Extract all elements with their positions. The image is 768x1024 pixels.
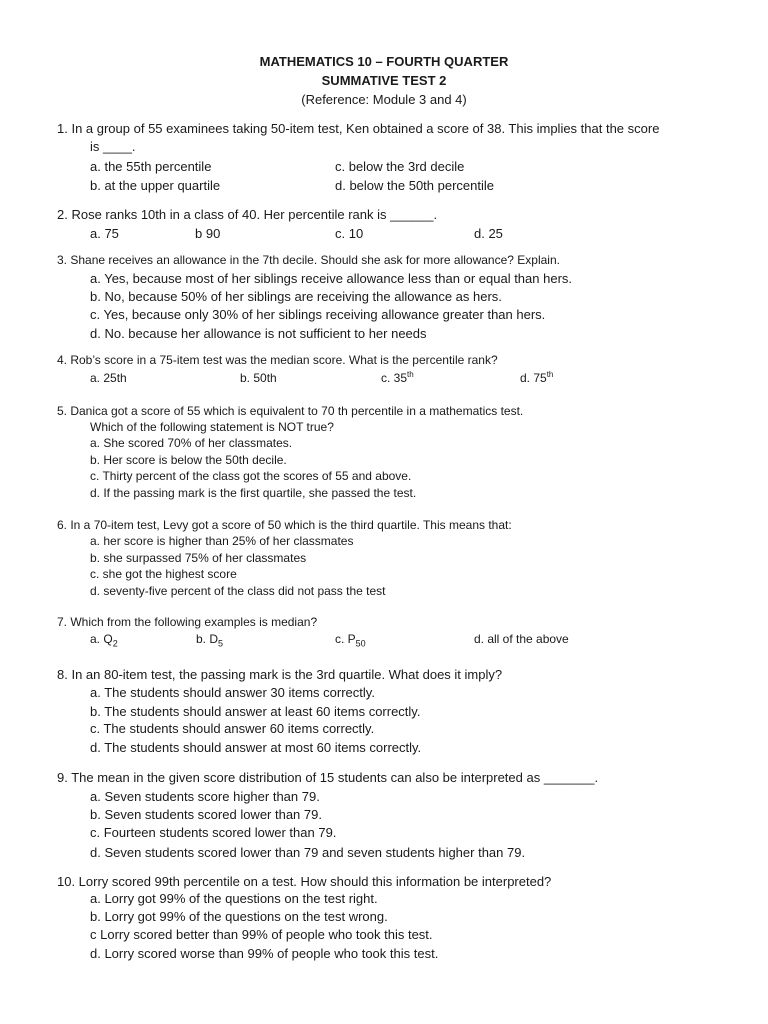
q5-option-c: c. Thirty percent of the class got the scores of 55 and above.	[90, 469, 412, 483]
q7-option-b-subscript: 5	[218, 638, 224, 649]
q6-option-a: a. her score is higher than 25% of her classmates	[90, 534, 354, 548]
q6-option-c: c. she got the highest score	[90, 567, 237, 581]
q4-option-b: b. 50th	[240, 371, 277, 385]
q5-stem: 5. Danica got a score of 55 which is equivalent to 70 th percentile in a mathematics test.	[57, 404, 524, 418]
q2-option-c: c. 10	[335, 226, 364, 241]
q10-option-a: a. Lorry got 99% of the questions on the test right.	[90, 891, 378, 906]
q7-option-c: c. $P_{50}$	[335, 632, 366, 649]
q1-option-c: c. below the 3rd decile	[335, 159, 465, 174]
q7-option-a-subscript: 2	[112, 638, 118, 649]
q10-option-c: c Lorry scored better than 99% of people who took this test.	[90, 927, 433, 942]
q7-option-d: d. all of the above	[474, 632, 569, 646]
q6-stem: 6. In a 70-item test, Levy got a score of 50 which is the third quartile. This means that:	[57, 518, 512, 532]
q3-option-b: b. No, because 50% of her siblings are receiving the allowance as hers.	[90, 289, 502, 304]
q7-option-a: a. $Q_2$	[90, 632, 118, 649]
q10-option-b: b. Lorry got 99% of the questions on the test wrong.	[90, 909, 388, 924]
q4-stem: 4. Rob’s score in a 75-item test was the median score. What is the percentile rank?	[57, 353, 498, 367]
q2-option-d: d. 25	[474, 226, 503, 241]
q10-option-d: d. Lorry scored worse than 99% of people who took this test.	[90, 946, 439, 961]
document-reference: (Reference: Module 3 and 4)	[301, 92, 467, 107]
q3-option-c: c. Yes, because only 30% of her siblings receiving allowance greater than hers.	[90, 307, 546, 322]
q5-option-a: a. She scored 70% of her classmates.	[90, 436, 293, 450]
q4-option-c: c. 35th	[381, 370, 414, 385]
q3-option-a: a. Yes, because most of her siblings receive allowance less than or equal than hers.	[90, 271, 573, 286]
q5-stem-cont: Which of the following statement is NOT true?	[90, 420, 334, 434]
q8-stem: 8. In an 80-item test, the passing mark is the 3rd quartile. What does it imply?	[57, 667, 503, 682]
q1-option-a: a. the 55th percentile	[90, 159, 212, 174]
q4-option-c-superscript: th	[407, 370, 414, 379]
q4-option-a: a. 25th	[90, 371, 127, 385]
q9-stem: 9. The mean in the given score distribution of 15 students can also be interpreted as _______.	[57, 770, 599, 785]
q3-stem: 3. Shane receives an allowance in the 7th decile. Should she ask for more allowance? Explain.	[57, 253, 560, 267]
q9-option-d: d. Seven students scored lower than 79 and seven students higher than 79.	[90, 845, 526, 860]
q1-option-b: b. at the upper quartile	[90, 178, 221, 193]
q2-stem: 2. Rose ranks 10th in a class of 40. Her percentile rank is ______.	[57, 207, 438, 222]
q7-option-c-subscript: 50	[355, 638, 366, 649]
q5-option-b: b. Her score is below the 50th decile.	[90, 453, 287, 467]
q9-option-a: a. Seven students score higher than 79.	[90, 789, 320, 804]
document-title: MATHEMATICS 10 – FOURTH QUARTER	[259, 54, 509, 69]
q9-option-c: c. Fourteen students scored lower than 79.	[90, 825, 337, 840]
q9-option-b: b. Seven students scored lower than 79.	[90, 807, 322, 822]
q10-stem: 10. Lorry scored 99th percentile on a test. How should this information be interpreted?	[57, 874, 552, 889]
q5-option-d: d. If the passing mark is the first quartile, she passed the test.	[90, 486, 417, 500]
q1-stem-cont: is ____.	[90, 139, 136, 154]
q3-option-d: d. No. because her allowance is not sufficient to her needs	[90, 326, 427, 341]
q4-option-d: d. 75th	[520, 370, 554, 385]
q8-option-a: a. The students should answer 30 items correctly.	[90, 685, 375, 700]
q6-option-b: b. she surpassed 75% of her classmates	[90, 551, 307, 565]
document-subtitle: SUMMATIVE TEST 2	[321, 73, 447, 88]
q7-stem: 7. Which from the following examples is median?	[57, 615, 318, 629]
q8-option-b: b. The students should answer at least 60 items correctly.	[90, 704, 421, 719]
q1-option-d: d. below the 50th percentile	[335, 178, 494, 193]
q4-option-d-superscript: th	[546, 370, 554, 379]
q1-stem: 1. In a group of 55 examinees taking 50-item test, Ken obtained a score of 38. This implies that the score	[57, 121, 660, 136]
q8-option-d: d. The students should answer at most 60 items correctly.	[90, 740, 422, 755]
q8-option-c: c. The students should answer 60 items correctly.	[90, 721, 375, 736]
q7-option-b: b. $D_5$	[196, 632, 224, 649]
q2-option-a: a. 75	[90, 226, 119, 241]
q2-option-b: b 90	[195, 226, 221, 241]
q6-option-d: d. seventy-five percent of the class did not pass the test	[90, 584, 386, 598]
